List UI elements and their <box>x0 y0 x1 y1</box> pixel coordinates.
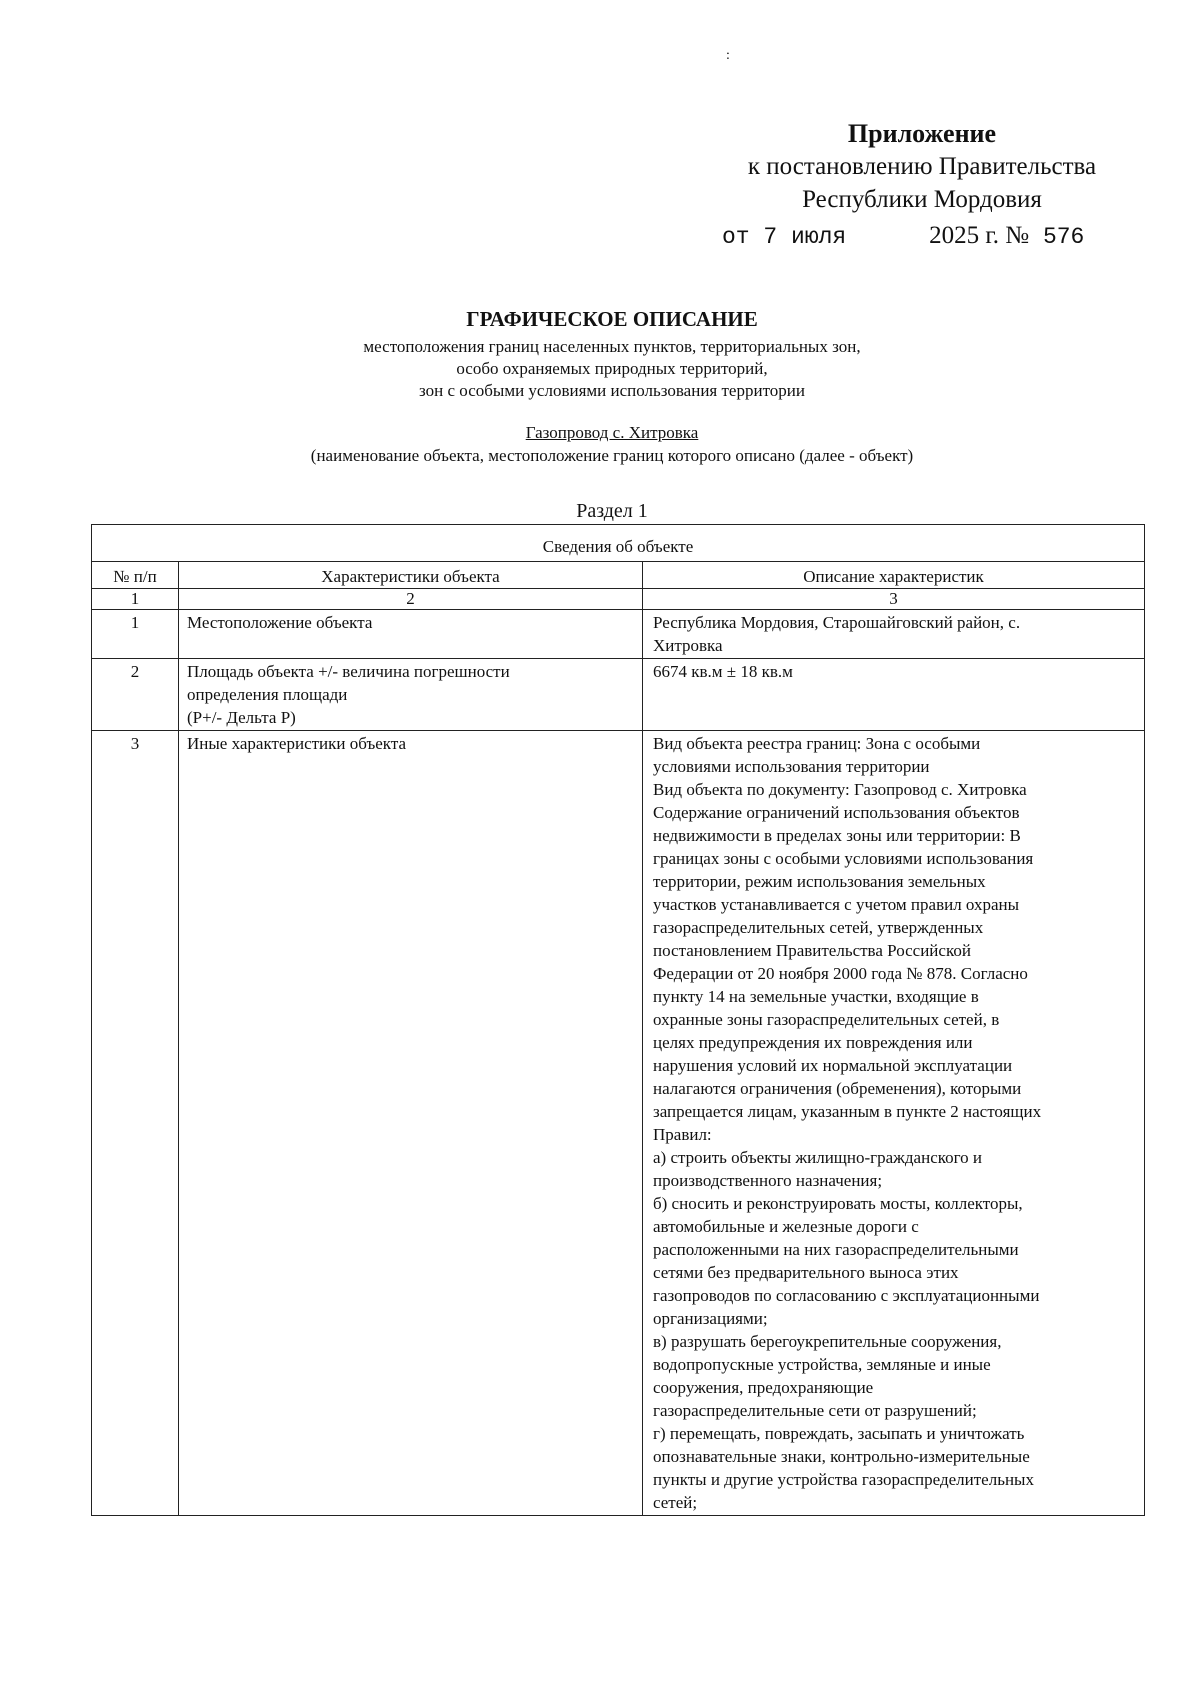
appendix-line-1: к постановлению Правительства <box>747 153 1097 180</box>
description-line: Хитровка <box>653 636 723 655</box>
description-line: недвижимости в пределах зоны или территории: В <box>653 826 1021 845</box>
order-year: 2025 г. № <box>929 222 1030 249</box>
subtitle-line: местоположения границ населенных пунктов, территориальных зон, <box>363 337 861 356</box>
column-number: 3 <box>643 589 1145 610</box>
description-line: газораспределительные сети от разрушений; <box>653 1401 977 1420</box>
characteristic-line: определения площади <box>187 685 348 704</box>
description-line: Содержание ограничений использования объектов <box>653 803 1020 822</box>
description-line: постановлением Правительства Российской <box>653 941 971 960</box>
row-characteristic <box>179 659 643 731</box>
description-line: границах зоны с особыми условиями использования <box>653 849 1034 868</box>
order-reference <box>722 222 1084 250</box>
document-title: ГРАФИЧЕСКОЕ ОПИСАНИЕ <box>466 307 758 331</box>
description-line: Федерации от 20 ноября 2000 года № 878. Согласно <box>653 964 1028 983</box>
header-description: Описание характеристик <box>643 562 1145 589</box>
description-line: б) сносить и реконструировать мосты, коллекторы, <box>653 1194 1023 1213</box>
characteristic-line: Площадь объекта +/- величина погрешности <box>187 662 510 681</box>
description-line: производственного назначения; <box>653 1171 883 1190</box>
object-info-table <box>91 524 1145 1516</box>
row-number: 2 <box>92 659 179 731</box>
description-line: а) строить объекты жилищно-гражданского и <box>653 1148 983 1167</box>
object-caption: (наименование объекта, местоположение границ которого описано (далее - объект) <box>310 446 914 465</box>
description-line: нарушения условий их нормальной эксплуатации <box>653 1056 1013 1075</box>
row-description <box>643 731 1145 1516</box>
table-caption: Сведения об объекте <box>92 525 1145 562</box>
row-number: 1 <box>92 610 179 659</box>
description-line: опознавательные знаки, контрольно-измерительные <box>653 1447 1030 1466</box>
description-line: налагаются ограничения (обременения), которыми <box>653 1079 1022 1098</box>
description-line: территории, режим использования земельных <box>653 872 986 891</box>
scan-mark: : <box>726 48 730 63</box>
description-line: сооружения, предохраняющие <box>653 1378 874 1397</box>
description-line: сетей; <box>653 1493 698 1512</box>
description-line: охранные зоны газораспределительных сетей, в <box>653 1010 1000 1029</box>
description-line: Правил: <box>653 1125 712 1144</box>
row-description <box>643 659 1145 731</box>
description-line: организациями; <box>653 1309 768 1328</box>
description-line: 6674 кв.м ± 18 кв.м <box>653 662 793 681</box>
header-number: № п/п <box>92 562 179 589</box>
row-description <box>643 610 1145 659</box>
description-line: Республика Мордовия, Старошайговский район, с. <box>653 613 1021 632</box>
description-line: газораспределительных сетей, утвержденных <box>653 918 984 937</box>
appendix-title: Приложение <box>847 119 997 148</box>
row-characteristic <box>179 731 643 1516</box>
description-line: водопропускные устройства, земляные и иные <box>653 1355 991 1374</box>
description-line: газопроводов по согласованию с эксплуатационными <box>653 1286 1040 1305</box>
order-date: 7 июля <box>763 224 847 250</box>
appendix-line-2: Республики Мордовия <box>802 186 1042 213</box>
characteristic-line: Местоположение объекта <box>187 613 373 632</box>
order-prefix: от <box>722 224 764 250</box>
column-number: 2 <box>179 589 643 610</box>
description-line: расположенными на них газораспределительными <box>653 1240 1019 1259</box>
table-row <box>92 610 1145 659</box>
header-characteristic: Характеристики объекта <box>179 562 643 589</box>
description-line: в) разрушать берегоукрепительные сооружения, <box>653 1332 1002 1351</box>
column-number: 1 <box>92 589 179 610</box>
appendix-header <box>712 118 1132 216</box>
description-line: целях предупреждения их повреждения или <box>653 1033 973 1052</box>
description-line: пункту 14 на земельные участки, входящие в <box>653 987 979 1006</box>
section-title: Раздел 1 <box>576 500 648 522</box>
description-line: условиями использования территории <box>653 757 930 776</box>
table-row <box>92 731 1145 1516</box>
description-line: пункты и другие устройства газораспределительных <box>653 1470 1034 1489</box>
order-number: 576 <box>1042 224 1085 250</box>
description-line: запрещается лицам, указанным в пункте 2 настоящих <box>653 1102 1042 1121</box>
row-characteristic <box>179 610 643 659</box>
description-line: Вид объекта по документу: Газопровод с. Хитровка <box>653 780 1027 799</box>
subtitle-line: особо охраняемых природных территорий, <box>456 359 768 378</box>
description-line: автомобильные и железные дороги с <box>653 1217 919 1236</box>
row-number: 3 <box>92 731 179 1516</box>
object-name: Газопровод с. Хитровка <box>525 423 699 442</box>
document-subtitle <box>120 336 1104 402</box>
description-line: сетями без предварительного выноса этих <box>653 1263 959 1282</box>
description-line: г) перемещать, повреждать, засыпать и уничтожать <box>653 1424 1025 1443</box>
characteristic-line: (Р+/- Дельта Р) <box>187 708 296 727</box>
table-row <box>92 659 1145 731</box>
subtitle-line: зон с особыми условиями использования территории <box>419 381 805 400</box>
description-line: участков устанавливается с учетом правил охраны <box>653 895 1020 914</box>
table-body <box>92 610 1145 1516</box>
description-line: Вид объекта реестра границ: Зона с особыми <box>653 734 981 753</box>
characteristic-line: Иные характеристики объекта <box>187 734 407 753</box>
